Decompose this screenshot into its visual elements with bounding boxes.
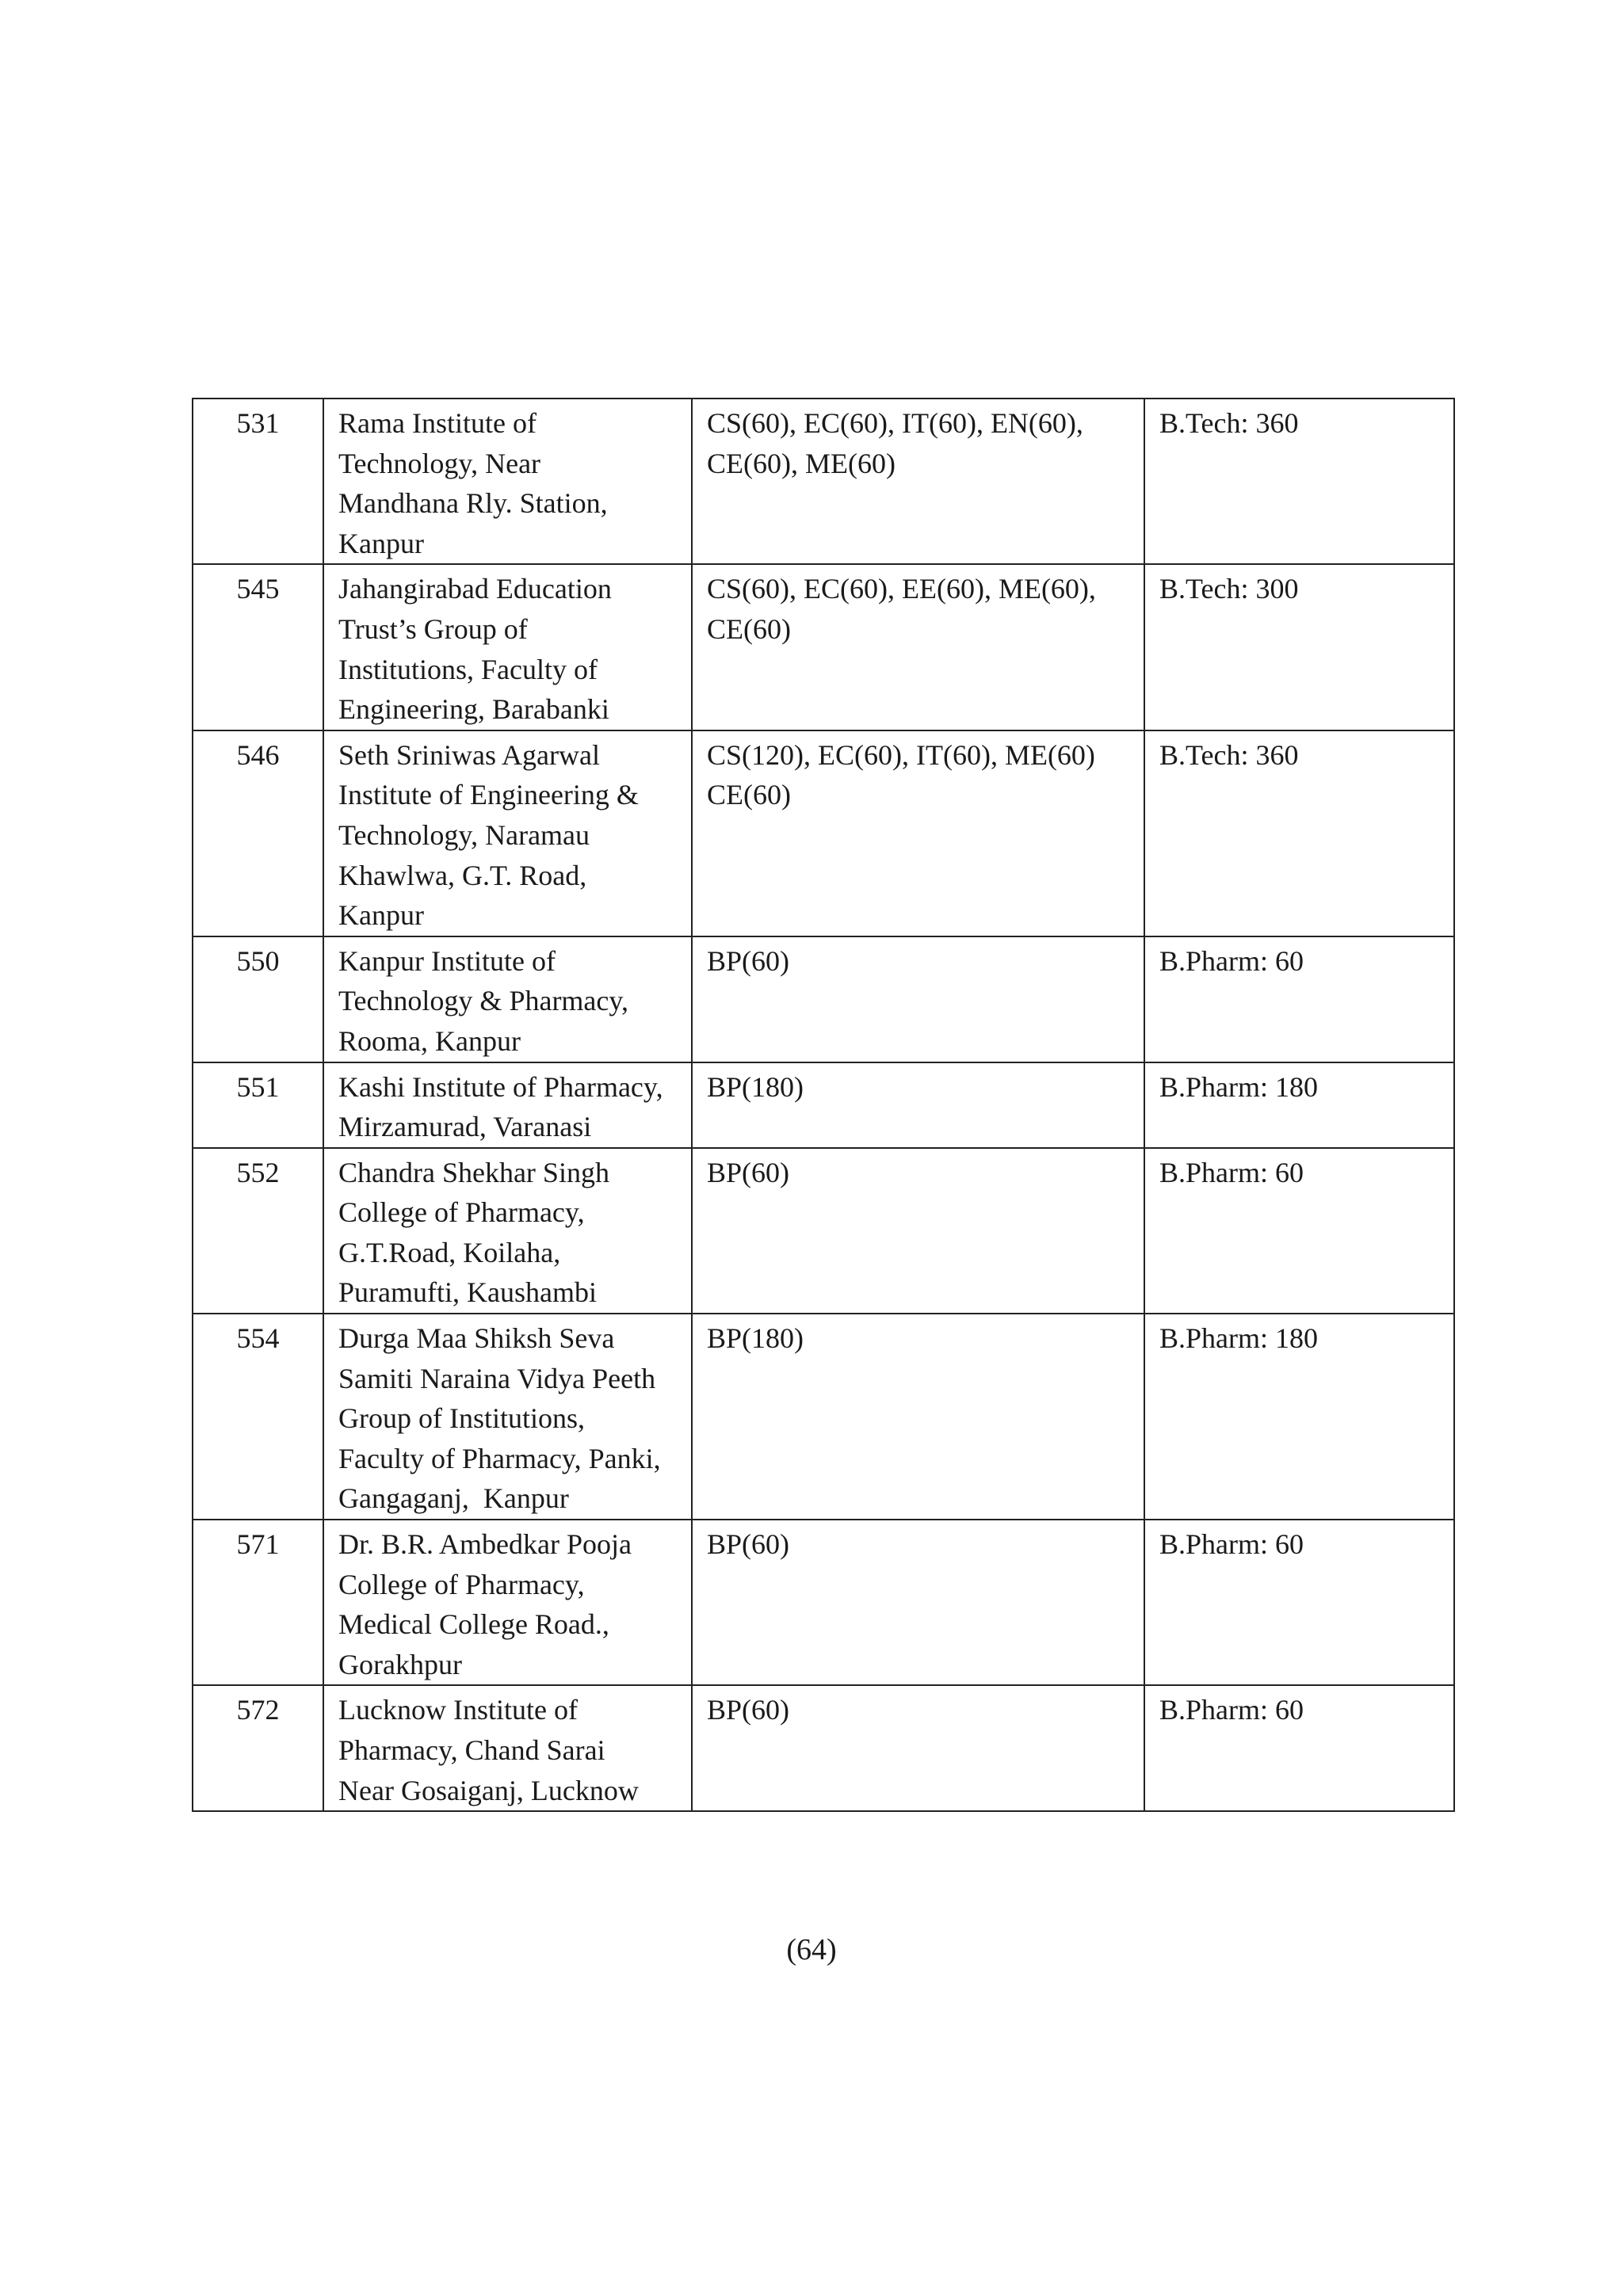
branches-line: CS(60), EC(60), IT(60), EN(60), xyxy=(707,407,1083,439)
institute-name-line: Gangaganj, Kanpur xyxy=(338,1482,569,1515)
institute-name-line: Samiti Naraina Vidya Peeth xyxy=(338,1362,656,1394)
institute-name-line: Kanpur xyxy=(338,899,424,932)
branches-cell xyxy=(692,1062,1144,1148)
intake-cell: B.Pharm: 60 xyxy=(1144,936,1454,1062)
institute-name-line: Trust’s Group of xyxy=(338,612,528,645)
institute-name-cell xyxy=(323,1062,692,1148)
branches-line: CE(60), ME(60) xyxy=(707,447,896,479)
branches-line: CS(60), EC(60), EE(60), ME(60), xyxy=(707,573,1096,605)
institute-name-line: Chandra Shekhar Singh xyxy=(338,1156,609,1188)
intake-cell: B.Tech: 300 xyxy=(1144,564,1454,730)
institute-name-line: Near Gosaiganj, Lucknow xyxy=(338,1774,639,1806)
institute-name-cell xyxy=(323,1685,692,1811)
institute-name-line: Kanpur xyxy=(338,527,424,559)
institutes-table xyxy=(192,398,1455,1812)
institute-name-line: Kanpur Institute of xyxy=(338,944,556,977)
branches-line: CS(120), EC(60), IT(60), ME(60) xyxy=(707,738,1095,771)
institute-name-line: Mandhana Rly. Station, xyxy=(338,487,608,520)
branches-line: BP(180) xyxy=(707,1322,804,1355)
table-body xyxy=(193,399,1454,1811)
institute-name-line: Rama Institute of xyxy=(338,407,537,439)
institute-name-line: Seth Sriniwas Agarwal xyxy=(338,738,600,771)
institute-code-cell: 571 xyxy=(193,1520,323,1685)
intake-cell: B.Tech: 360 xyxy=(1144,730,1454,936)
branches-cell xyxy=(692,1685,1144,1811)
institute-code-cell: 546 xyxy=(193,730,323,936)
branches-line: CE(60) xyxy=(707,612,791,645)
branches-cell xyxy=(692,730,1144,936)
page-number: (64) xyxy=(786,1933,837,1966)
institute-name-line: G.T.Road, Koilaha, xyxy=(338,1236,561,1268)
table-row xyxy=(193,1685,1454,1811)
intake-cell: B.Pharm: 60 xyxy=(1144,1520,1454,1685)
institute-name-line: Kashi Institute of Pharmacy, xyxy=(338,1070,663,1103)
branches-line: BP(60) xyxy=(707,1694,790,1726)
institute-name-line: Group of Institutions, xyxy=(338,1402,585,1435)
institute-name-line: Technology & Pharmacy, xyxy=(338,985,629,1017)
institute-code-cell: 552 xyxy=(193,1148,323,1314)
institute-name-line: Durga Maa Shiksh Seva xyxy=(338,1322,615,1355)
table-row xyxy=(193,1148,1454,1314)
institute-name-line: Mirzamurad, Varanasi xyxy=(338,1111,592,1143)
institute-code-cell: 545 xyxy=(193,564,323,730)
branches-line: BP(60) xyxy=(707,1156,790,1188)
institute-name-line: Technology, Near xyxy=(338,447,541,479)
institute-name-line: Engineering, Barabanki xyxy=(338,693,609,726)
institute-name-cell xyxy=(323,730,692,936)
institute-name-line: College of Pharmacy, xyxy=(338,1568,585,1600)
intake-cell: B.Pharm: 60 xyxy=(1144,1685,1454,1811)
intake-cell: B.Pharm: 180 xyxy=(1144,1062,1454,1148)
institute-name-line: Institute of Engineering & xyxy=(338,779,639,811)
intake-cell: B.Pharm: 180 xyxy=(1144,1314,1454,1520)
institute-name-line: Faculty of Pharmacy, Panki, xyxy=(338,1442,661,1474)
institute-code-cell: 531 xyxy=(193,399,323,564)
table-row xyxy=(193,1062,1454,1148)
table-row xyxy=(193,1520,1454,1685)
table-row xyxy=(193,730,1454,936)
institute-code-cell: 554 xyxy=(193,1314,323,1520)
table-row xyxy=(193,936,1454,1062)
institute-code-cell: 572 xyxy=(193,1685,323,1811)
branches-line: CE(60) xyxy=(707,779,791,811)
branches-cell xyxy=(692,936,1144,1062)
table-row xyxy=(193,564,1454,730)
institute-name-line: Rooma, Kanpur xyxy=(338,1024,521,1057)
institute-name-line: Gorakhpur xyxy=(338,1648,462,1680)
institute-name-cell xyxy=(323,936,692,1062)
institute-name-line: Technology, Naramau xyxy=(338,818,590,851)
institute-name-cell xyxy=(323,1148,692,1314)
branches-cell xyxy=(692,1520,1144,1685)
institute-code-cell: 550 xyxy=(193,936,323,1062)
branches-line: BP(180) xyxy=(707,1070,804,1103)
intake-cell: B.Tech: 360 xyxy=(1144,399,1454,564)
institute-name-cell xyxy=(323,564,692,730)
institute-name-line: Medical College Road., xyxy=(338,1608,609,1641)
institute-name-line: College of Pharmacy, xyxy=(338,1196,585,1229)
branches-cell xyxy=(692,564,1144,730)
table-row xyxy=(193,399,1454,564)
branches-cell xyxy=(692,1314,1144,1520)
institute-name-line: Jahangirabad Education xyxy=(338,573,612,605)
table-row xyxy=(193,1314,1454,1520)
institute-name-cell xyxy=(323,1520,692,1685)
institute-name-line: Dr. B.R. Ambedkar Pooja xyxy=(338,1528,632,1561)
branches-line: BP(60) xyxy=(707,944,790,977)
intake-cell: B.Pharm: 60 xyxy=(1144,1148,1454,1314)
branches-cell xyxy=(692,1148,1144,1314)
institute-code-cell: 551 xyxy=(193,1062,323,1148)
institute-name-cell xyxy=(323,1314,692,1520)
institute-name-line: Khawlwa, G.T. Road, xyxy=(338,859,587,891)
institute-name-line: Pharmacy, Chand Sarai xyxy=(338,1734,605,1766)
branches-cell xyxy=(692,399,1144,564)
institute-name-line: Institutions, Faculty of xyxy=(338,653,598,685)
institute-name-cell xyxy=(323,399,692,564)
branches-line: BP(60) xyxy=(707,1528,790,1561)
institute-name-line: Lucknow Institute of xyxy=(338,1694,578,1726)
institute-name-line: Puramufti, Kaushambi xyxy=(338,1276,597,1309)
